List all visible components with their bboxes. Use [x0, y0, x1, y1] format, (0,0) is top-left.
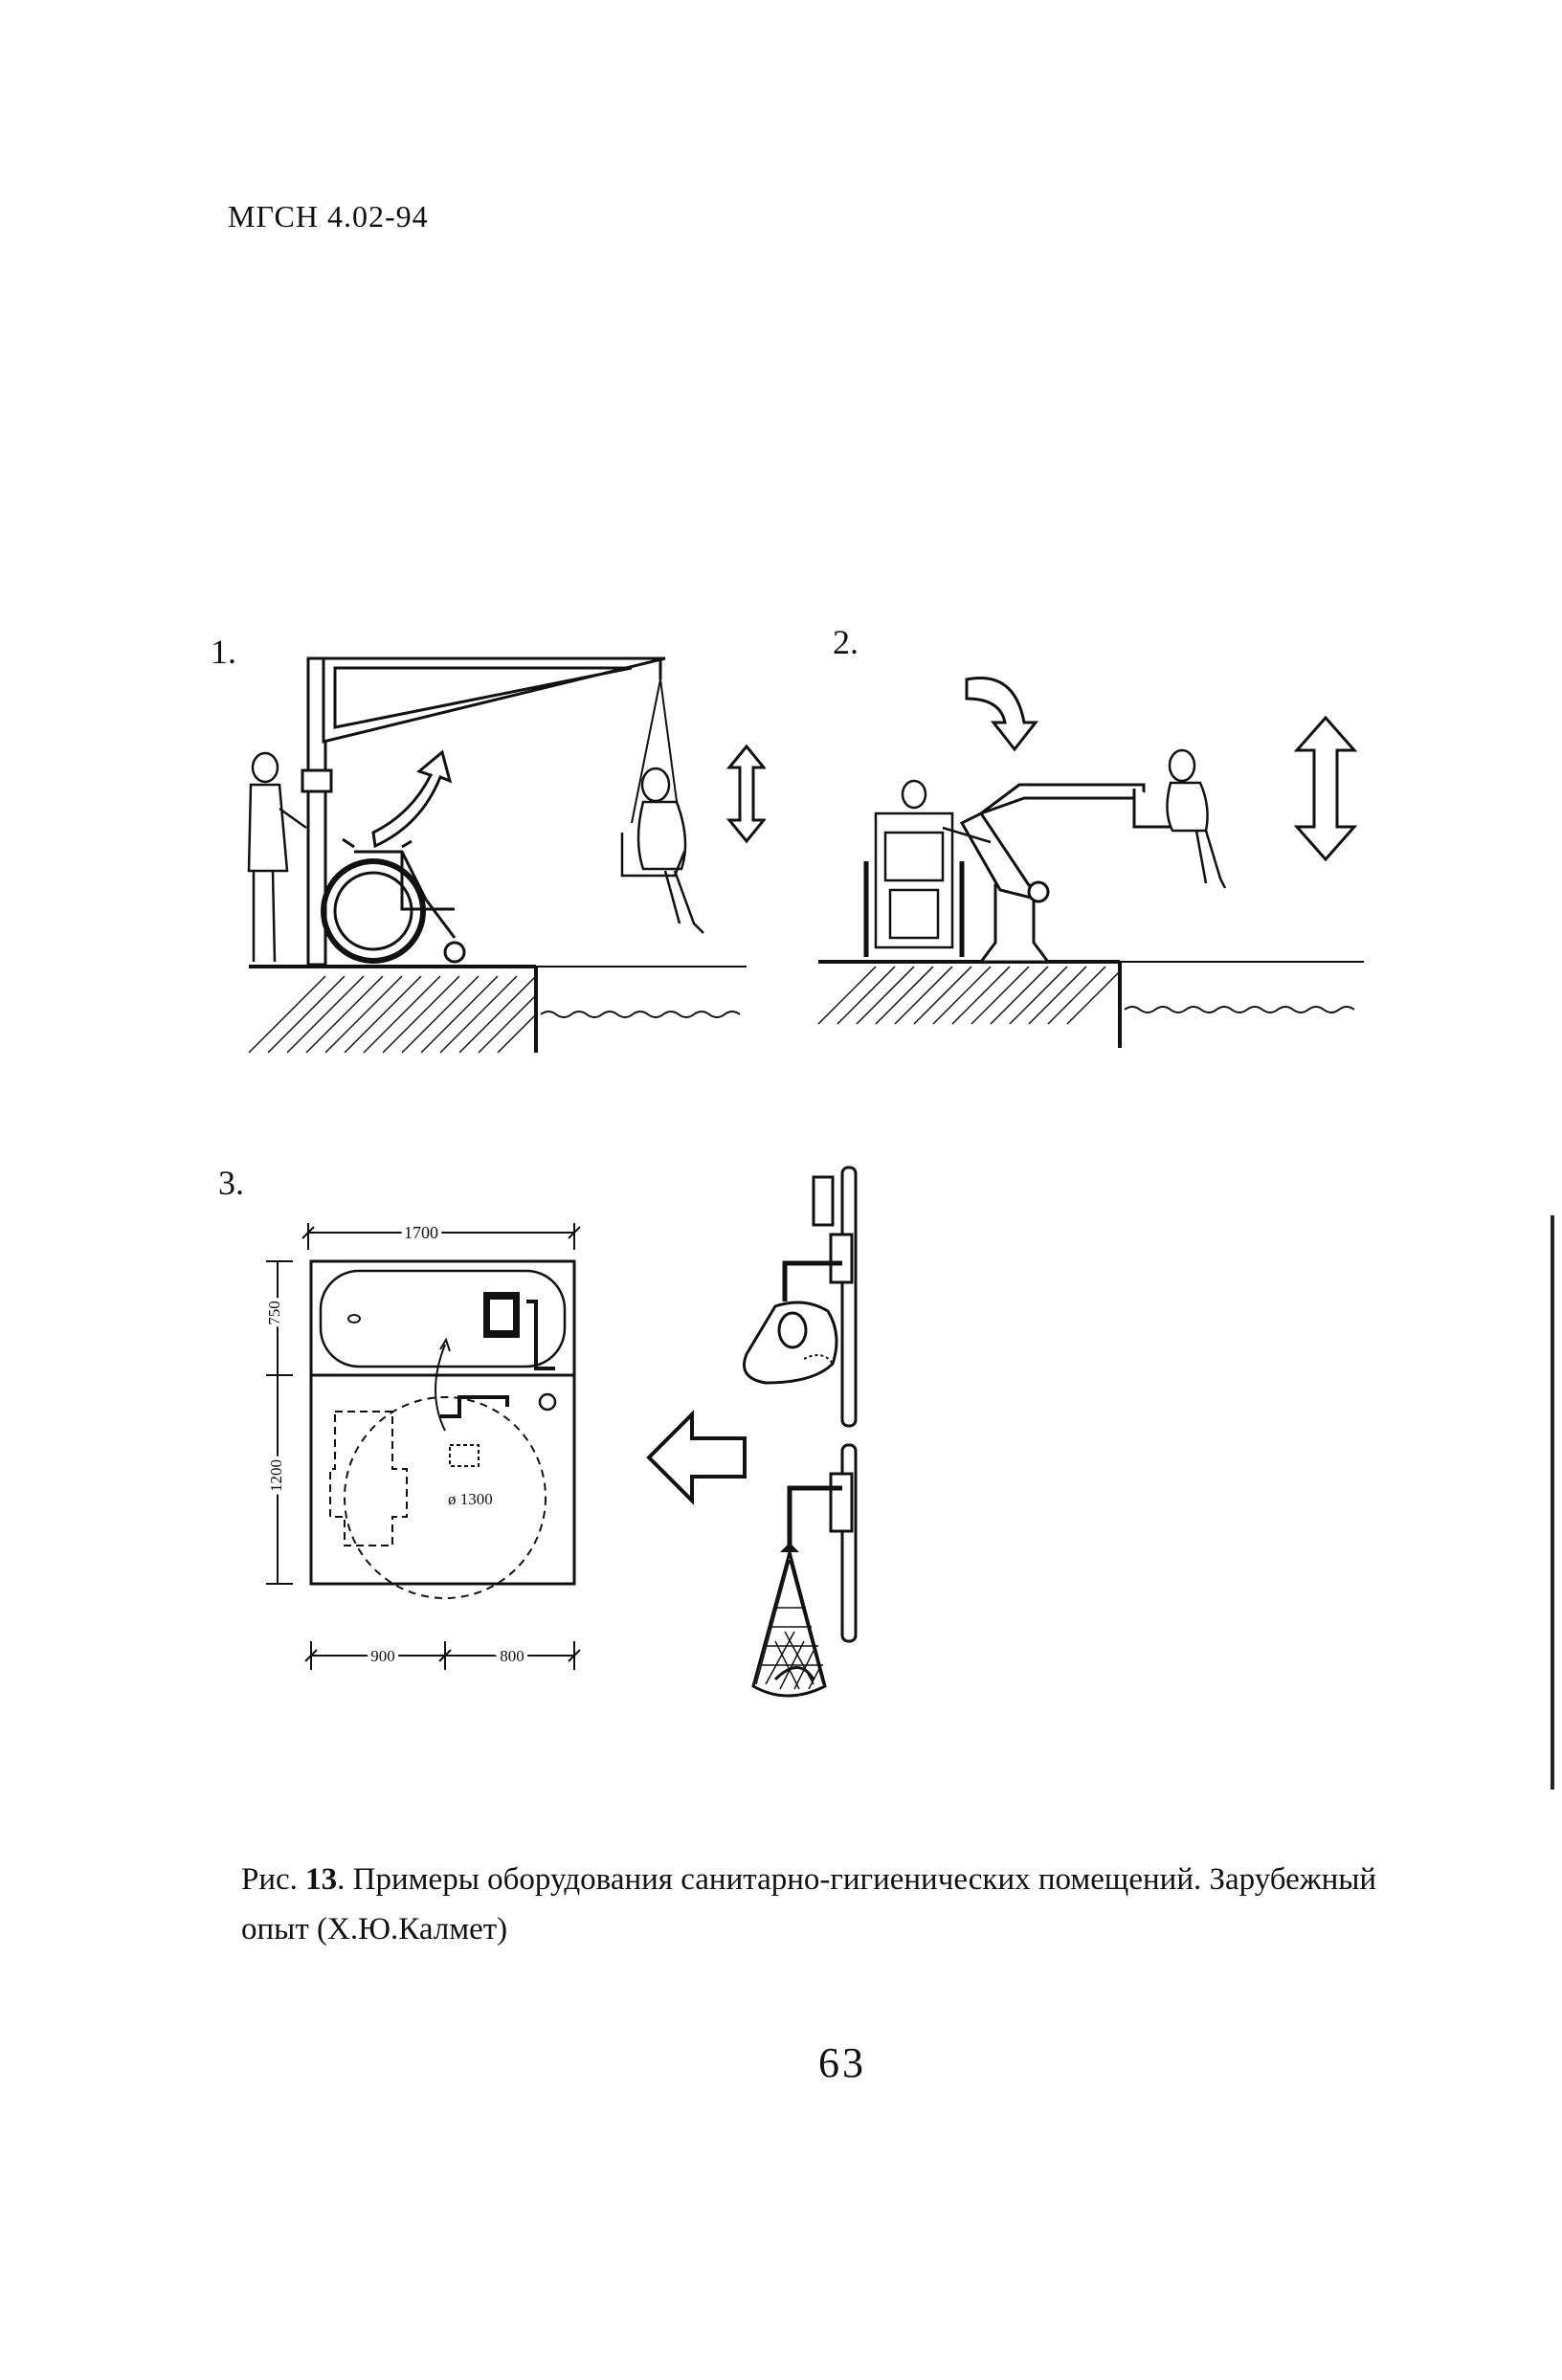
ground-hatch: [249, 967, 747, 1053]
figure-1-pool-lift-crane: [230, 632, 766, 1062]
dimension-1200-label: 1200: [267, 1459, 285, 1492]
document-code: МГСН 4.02-94: [228, 199, 429, 234]
rotation-arrow-icon: [967, 678, 1036, 749]
page-number: 63: [818, 2039, 866, 2086]
attendant-figure: [249, 753, 306, 962]
dimension-bottom: [305, 1641, 580, 1670]
rotation-arrow-icon: [373, 752, 450, 846]
dimension-900-label: 900: [370, 1647, 395, 1665]
wheelchair: [324, 839, 464, 962]
figure-caption: [241, 1855, 1380, 1954]
caption-text: . Примеры оборудования санитарно-гигиенических помещений. Зарубежный опыт (Х.Ю.Калмет): [241, 1862, 1377, 1946]
person-in-wheelchair: [866, 781, 991, 957]
person-in-lift-seat: [1167, 750, 1225, 888]
caption-label: Рис.: [241, 1862, 298, 1897]
bath-lift-sling-variant: [737, 1435, 900, 1713]
dimension-750-label: 750: [265, 1301, 283, 1325]
turning-circle: [345, 1397, 546, 1598]
figure-3-bathroom-plan: [239, 1196, 622, 1694]
water-surface: [541, 1012, 740, 1017]
scan-edge-line: [1551, 1215, 1554, 1790]
figure-2-hydraulic-pool-lift: [809, 660, 1383, 1062]
dimension-1700-label: 1700: [404, 1223, 438, 1242]
lift-boom: [324, 658, 665, 742]
dimension-top: [302, 1223, 580, 1250]
lift-mechanism: [962, 785, 1182, 962]
person-in-lift-seat: [622, 768, 703, 933]
dimension-800-label: 800: [500, 1647, 524, 1665]
up-down-arrow-icon: [729, 746, 764, 841]
wheelchair-footprint: [330, 1412, 407, 1546]
water-surface: [1125, 1007, 1354, 1012]
figure-1-number: 1.: [211, 633, 236, 671]
diameter-1300-label: ø 1300: [448, 1490, 493, 1508]
figure-2-number: 2.: [833, 623, 859, 661]
caption-figure-number: 13: [305, 1862, 338, 1897]
figure-3-number: 3.: [218, 1164, 244, 1202]
up-down-arrow-icon: [1297, 718, 1354, 859]
bath-lift-seat-variant: [737, 1158, 900, 1445]
